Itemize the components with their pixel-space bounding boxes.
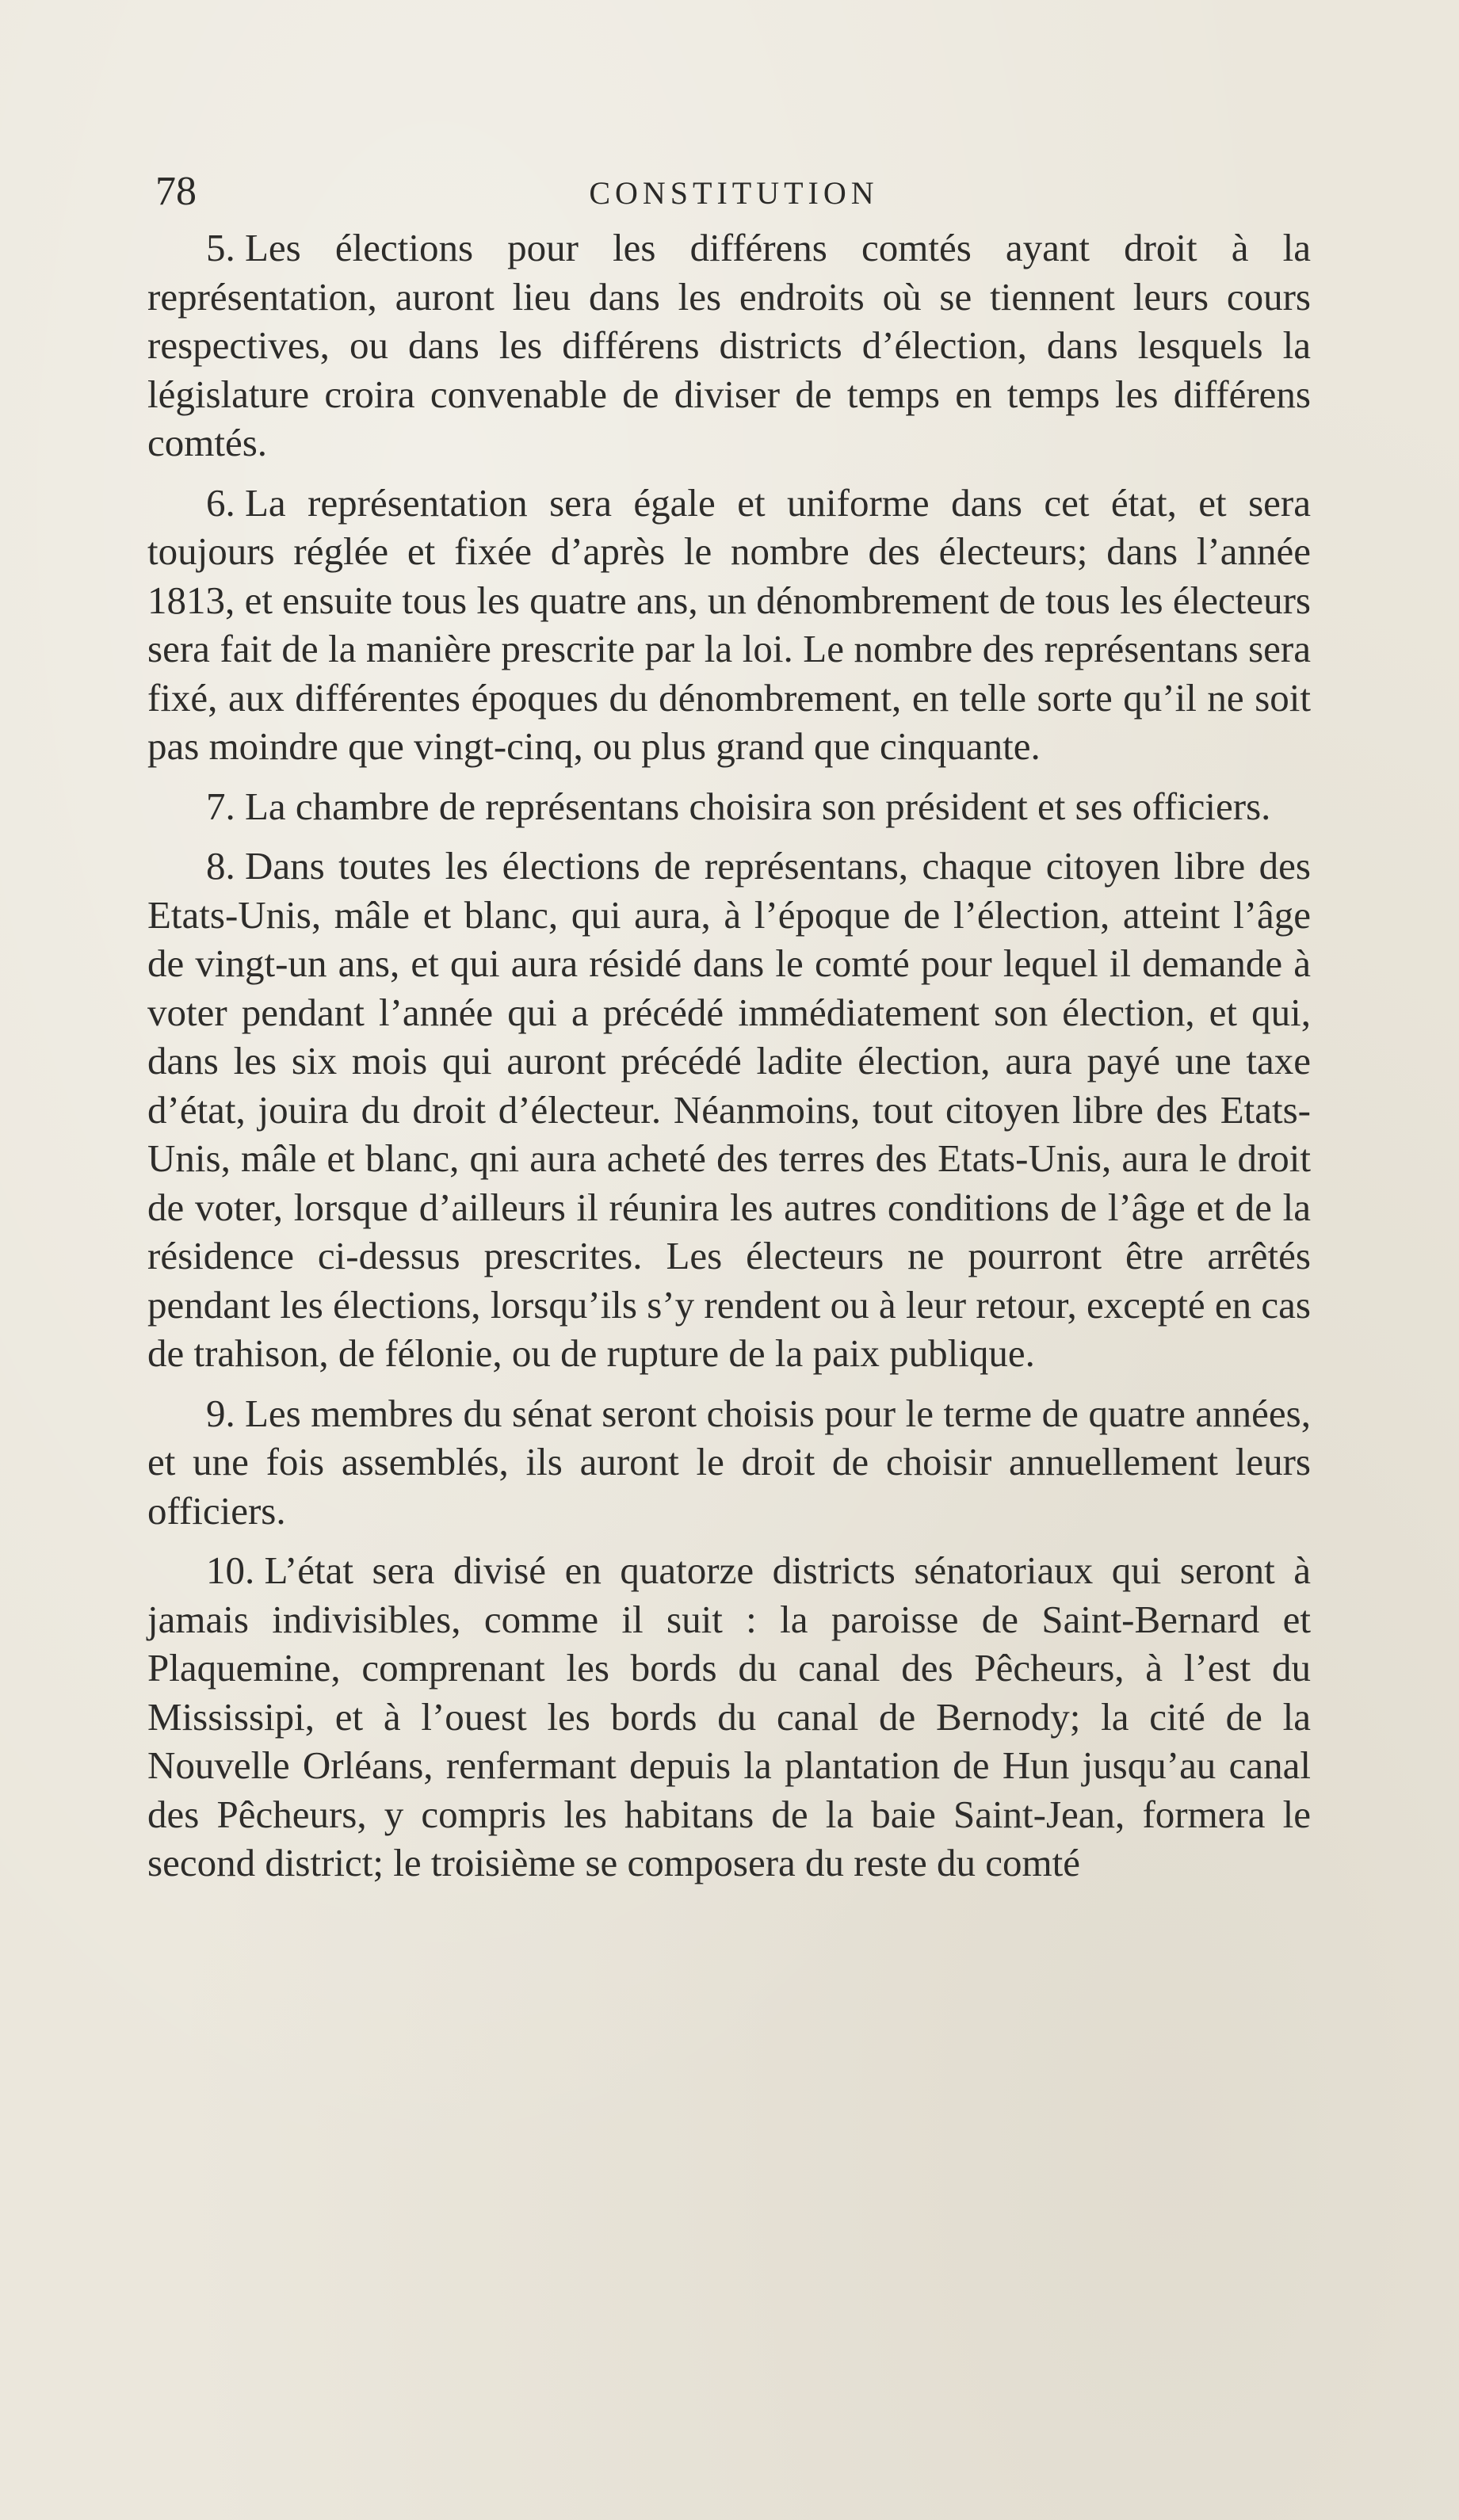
article-text: Dans toutes les élections de représentans, chaque citoyen libre des Etats-Unis, mâle et blanc, qui aura, à l’époque de l’élection, atteint l’âge de vingt-un ans, et qui aura résidé dans le comté pour lequel il demande à voter pendant l’année qui a précédé immédiatement son élection, et qui, dans les six mois qui auront précédé ladite élection, aura payé une taxe d’état, jouira du droit d’électeur. Néanmoins, tout citoyen libre des Etats-Unis, mâle et blanc, qni aura acheté des terres des Etats-Unis, aura le droit de voter, lorsque d’ailleurs il réunira les autres conditions de l’âge et de la résidence ci-dessus prescrites. Les électeurs ne pourront être arrêtés pendant les élections, lorsqu’ils s’y rendent ou à leur retour, excepté en cas de trahison, de félonie, ou de rupture de la paix publique. (147, 844, 1311, 1375)
article-text: La chambre de représentans choisira son président et ses officiers. (245, 784, 1271, 828)
page-header (155, 168, 1312, 216)
article-text: Les élections pour les différens comtés ayant droit à la représentation, auront lieu dans les endroits où se tiennent leurs cours respectives, ou dans les différens districts d’élection, dans lesquels la législature croira convenable de diviser de temps en temps les différens comtés. (147, 226, 1311, 464)
body-text (147, 223, 1311, 1899)
article-paragraph-7 (147, 782, 1311, 831)
article-paragraph-5 (147, 223, 1311, 468)
article-paragraph-6 (147, 479, 1311, 771)
article-text: L’état sera divisé en quatorze districts sénatoriaux qui seront à jamais indivisibles, comme il suit : la paroisse de Saint-Bernard et Plaquemine, comprenant les bords du canal des Pêcheurs, à l’est du Mississipi, et à l’ouest les bords du canal de Bernody; la cité de la Nouvelle Orléans, renfermant depuis la plantation de Hun jusqu’au canal des Pêcheurs, y compris les habitans de la baie Saint-Jean, formera le second district; le troisième se composera du reste du comté (147, 1548, 1311, 1884)
article-number: 5. (206, 226, 235, 269)
article-paragraph-8 (147, 842, 1311, 1378)
article-number: 10. (206, 1548, 255, 1592)
article-number: 7. (206, 784, 235, 828)
page-number: 78 (155, 169, 197, 214)
article-number: 9. (206, 1391, 235, 1435)
running-title: CONSTITUTION (589, 175, 879, 211)
article-paragraph-10 (147, 1546, 1311, 1888)
article-paragraph-9 (147, 1389, 1311, 1536)
article-text: Les membres du sénat seront choisis pour le terme de quatre années, et une fois assemblés, ils auront le droit de choisir annuellement leurs officiers. (147, 1391, 1311, 1533)
article-number: 6. (206, 480, 235, 525)
article-number: 8. (206, 844, 235, 888)
article-text: La représentation sera égale et uniforme dans cet état, et sera toujours réglée et fixée d’après le nombre des électeurs; dans l’année 1813, et ensuite tous les quatre ans, un dénombrement de tous les électeurs sera fait de la manière prescrite par la loi. Le nombre des représentans sera fixé, aux différentes époques du dénombrement, en telle sorte qu’il ne soit pas moindre que vingt-cinq, ou plus grand que cinquante. (147, 480, 1311, 768)
